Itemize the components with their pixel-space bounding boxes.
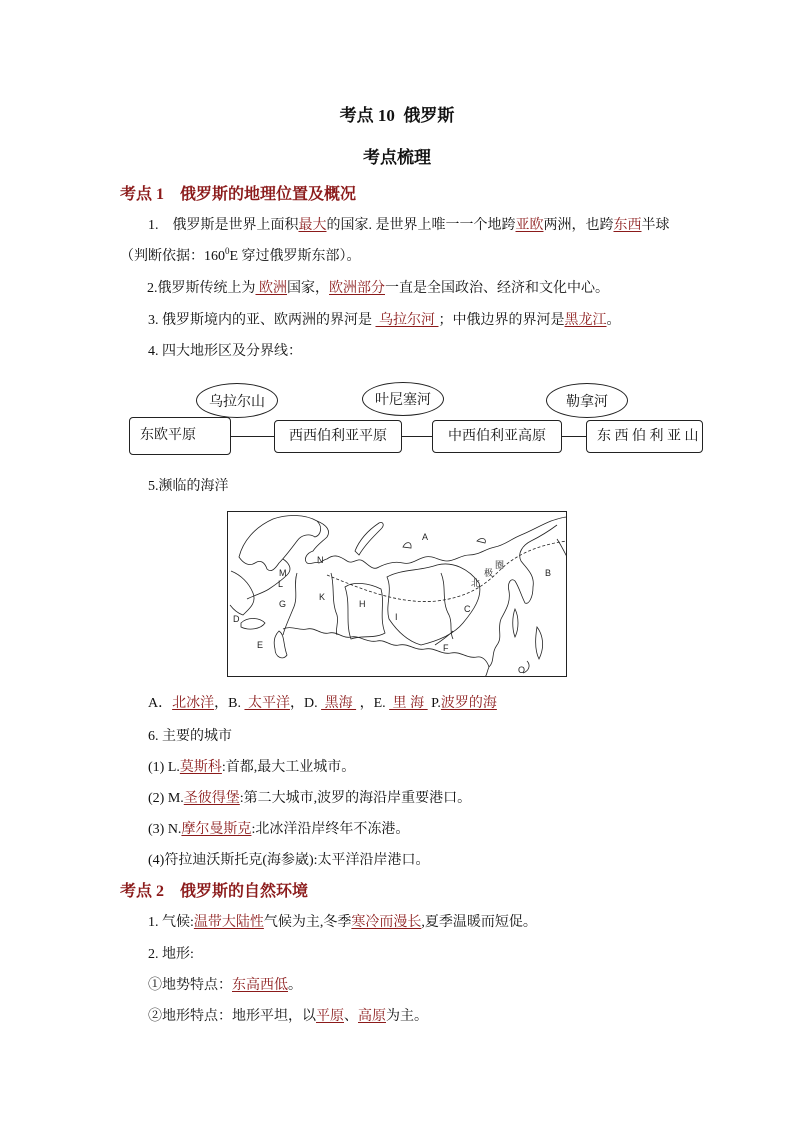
ural-line: [331, 573, 338, 635]
answer-term: 东高西低: [232, 978, 288, 993]
map-label-n: N: [317, 555, 324, 565]
novaya-zemlya-outline: [355, 522, 383, 555]
landform-line: [148, 1007, 428, 1027]
answer-term: 最大: [298, 218, 327, 233]
relief-line: [148, 976, 302, 996]
map-frame: [228, 512, 567, 677]
answer-term: 黑龙江: [564, 313, 607, 328]
europe-west-coast: [230, 571, 254, 615]
city-line: (4)符拉迪沃斯托克(海参崴):太平洋沿岸港口。: [148, 853, 430, 868]
item-text: ，D.: [289, 696, 322, 711]
map-label-k: K: [319, 592, 326, 602]
city-line: [148, 820, 409, 840]
item-4: 4. 四大地形区及分界线：: [148, 344, 302, 359]
seas-answer-line: [148, 694, 497, 714]
section-1-heading: 考点 1 俄罗斯的地理位置及概况: [120, 186, 357, 203]
connector-line: [562, 436, 586, 437]
city-prefix: (1) L.: [148, 760, 180, 775]
region-box-east-european-plain: [129, 417, 231, 455]
item-text: P.: [427, 696, 441, 711]
item-text: ，E.: [356, 696, 390, 711]
item-2: [147, 279, 609, 299]
answer-term: 波罗的海: [440, 696, 497, 711]
city-name: 圣彼得堡: [183, 791, 240, 806]
region-label: 西西伯利亚平原: [289, 428, 387, 444]
answer-term: 北冰洋: [172, 696, 215, 711]
map-label-b: B: [545, 568, 552, 578]
climate-line: [148, 913, 537, 933]
page-title: 考点 10 俄罗斯: [339, 106, 455, 125]
arctic-circle-char: 圈: [495, 560, 505, 570]
arctic-island-outline: [477, 539, 485, 543]
item-text: ，B.: [214, 696, 245, 711]
city-line: [148, 789, 471, 809]
item-6: 6. 主要的城市: [148, 729, 232, 744]
item-text: 。: [288, 978, 302, 993]
map-label-d: D: [233, 614, 240, 624]
region-label: 东欧平原: [140, 428, 196, 443]
map-label-h: H: [359, 599, 366, 609]
connector-line: [402, 436, 432, 437]
item-3: [148, 311, 621, 331]
lena-river: [441, 573, 453, 639]
map-label-c: C: [464, 604, 471, 614]
item-text: ；中俄边界的界河是: [438, 313, 565, 328]
answer-term: 黑海: [321, 696, 357, 711]
arctic-circle-char: 北: [471, 578, 481, 588]
item-text: 1. 气候:: [148, 915, 194, 930]
region-box-central-siberian-plateau: [432, 420, 562, 453]
southern-border: [283, 628, 489, 667]
russia-map-svg: [227, 511, 567, 677]
answer-term: 欧洲: [255, 281, 287, 296]
boundary-oval-ural-mountains: [196, 383, 278, 418]
answer-term: 高原: [358, 1009, 386, 1024]
answer-term: 温带大陆性: [193, 915, 264, 930]
connector-line: [231, 436, 274, 437]
region-box-west-siberian-plain: [274, 420, 402, 453]
west-siberia-outline: [345, 583, 385, 639]
boundary-label: 叶尼塞河: [375, 393, 431, 408]
item-text: 为主。: [386, 1009, 428, 1024]
item-text: 半球: [641, 218, 670, 233]
arctic-coastline: [327, 517, 567, 568]
item-text: E 穿过俄罗斯东部）。: [229, 249, 361, 264]
degree-superscript: 0: [225, 246, 230, 256]
pacific-coastline: [485, 525, 557, 677]
answer-term: 平原: [316, 1009, 344, 1024]
russia-map: [227, 511, 567, 677]
region-label: 中西伯利亚高原: [448, 428, 546, 444]
map-label-f: F: [443, 643, 449, 653]
scandinavia-outline: [239, 515, 321, 570]
japan-outline: [536, 627, 543, 659]
boundary-oval-yenisei-river: [362, 382, 444, 416]
city-name: 摩尔曼斯克: [181, 822, 252, 837]
answer-term: 东西: [613, 218, 642, 233]
caspian-sea-outline: [274, 631, 287, 658]
black-sea-outline: [241, 619, 265, 630]
map-label-m: M: [279, 568, 287, 578]
item-text: 。: [606, 313, 621, 328]
answer-term: 乌拉尔河: [375, 313, 439, 328]
item-text: 国家，: [287, 281, 329, 296]
arctic-circle-line: [327, 541, 567, 602]
boundary-oval-lena-river: [546, 383, 628, 418]
map-label-i: I: [395, 612, 398, 622]
region-label: 东 西 伯 利 亚 山: [597, 428, 699, 444]
item-text: 两洲，也跨: [543, 218, 614, 233]
map-label-l: L: [278, 579, 284, 589]
map-label-o: O: [518, 665, 526, 675]
map-label-g: G: [279, 599, 287, 609]
item-1-line-2: [120, 247, 361, 267]
item-text: 、: [344, 1009, 358, 1024]
city-line: [148, 758, 355, 778]
item-text: ,夏季温暖而短促。: [421, 915, 537, 930]
answer-term: 欧洲部分: [329, 281, 385, 296]
item-text: 1. 俄罗斯是世界上面积: [148, 218, 299, 233]
answer-term: 寒冷而漫长: [351, 915, 422, 930]
city-prefix: (2) M.: [148, 791, 184, 806]
item-text: 2.俄罗斯传统上为: [147, 281, 256, 296]
page-subtitle: 考点梳理: [363, 148, 431, 167]
boundary-label: 勒拿河: [566, 394, 608, 410]
item-text: ②地形特点：地形平坦，以: [148, 1009, 316, 1024]
baltic-coastline: [247, 559, 290, 599]
item-text: 一直是全国政治、经济和文化中心。: [385, 281, 609, 296]
answer-term: 亚欧: [515, 218, 544, 233]
city-prefix: (3) N.: [148, 822, 182, 837]
answer-term: 太平洋: [244, 696, 290, 711]
city-name: 莫斯科: [179, 760, 222, 775]
section-2-heading: 考点 2 俄罗斯的自然环境: [120, 883, 309, 900]
map-label-a: A: [422, 532, 429, 542]
item-1-line-1: [148, 216, 670, 236]
arctic-island-outline: [403, 543, 411, 548]
city-description: :第二大城市,波罗的海沿岸重要港口。: [239, 791, 472, 806]
item-text: ①地势特点：: [148, 978, 232, 993]
city-description: :首都,最大工业城市。: [221, 760, 356, 775]
terrain-label: 2. 地形:: [148, 947, 194, 962]
arctic-circle-char: 极: [484, 568, 494, 578]
item-text: 的国家. 是世界上唯一一个地跨: [326, 218, 516, 233]
item-text: A．: [148, 696, 173, 711]
region-box-east-siberian-mountains: [586, 420, 703, 453]
answer-term: 里 海: [389, 696, 428, 711]
item-text: （判断依据：160: [120, 249, 225, 264]
item-5: 5.濒临的海洋: [148, 479, 229, 494]
sakhalin-outline: [513, 609, 518, 637]
boundary-label: 乌拉尔山: [209, 394, 265, 410]
item-text: 3. 俄罗斯境内的亚、欧两洲的界河是: [148, 313, 376, 328]
city-description: :北冰洋沿岸终年不冻港。: [251, 822, 410, 837]
map-label-e: E: [257, 640, 264, 650]
item-text: 气候为主,冬季: [263, 915, 352, 930]
